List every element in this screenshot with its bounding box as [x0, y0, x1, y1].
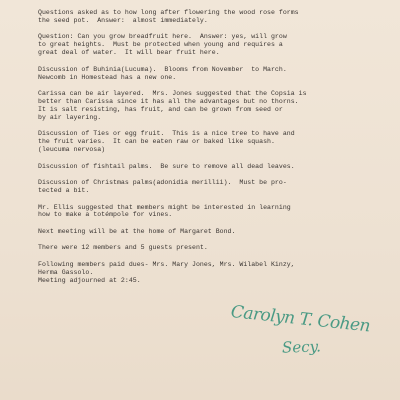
signature-block [229, 300, 382, 395]
minutes-paragraph [38, 90, 393, 122]
minutes-line: Discussion of Christmas palms(adonidia merillii). Must be pro- [38, 179, 287, 187]
minutes-paragraph [38, 244, 393, 252]
minutes-line: great deal of water. It will bear fruit here. [38, 49, 220, 57]
minutes-line: Next meeting will be at the home of Margaret Bond. [38, 227, 236, 235]
minutes-line: Questions asked as to how long after flowering the wood rose forms [38, 9, 299, 16]
minutes-line: Question: Can you grow breadfruit here. Answer: yes, will grow [38, 33, 287, 41]
minutes-line: Mr. Ellis suggested that members might be interested in learning [38, 203, 291, 211]
minutes-paragraph [38, 163, 393, 171]
minutes-paragraph [38, 228, 393, 236]
minutes-line: the fruit varies. It can be eaten raw or baked like squash. [38, 138, 275, 146]
minutes-line: Discussion of fishtail palms. Be sure to remove all dead leaves. [38, 162, 295, 170]
minutes-line: to great heights. Must be protected when young and requires a [38, 41, 283, 49]
minutes-line: tected a bit. [38, 187, 90, 195]
minutes-line: (leucuma nervosa) [38, 146, 106, 154]
minutes-paragraph [38, 204, 393, 220]
minutes-line: It is salt resisting, has fruit, and can be grown from seed or [38, 105, 283, 113]
minutes-text [38, 9, 393, 293]
minutes-paragraph [38, 33, 393, 57]
minutes-paragraph [38, 179, 393, 195]
minutes-paragraph [38, 130, 393, 154]
minutes-line: by air layering. [38, 113, 102, 121]
minutes-line: Discussion of Buhinia(Lucuma). Blooms from November to March. [38, 65, 287, 73]
minutes-line: Following members paid dues- Mrs. Mary Jones, Mrs. Wilabel Kinzy, [38, 260, 295, 268]
minutes-paragraph [38, 66, 393, 82]
minutes-paragraph [38, 9, 393, 25]
minutes-paragraph [38, 261, 393, 285]
minutes-line: Discussion of Ties or egg fruit. This is a nice tree to have and [38, 130, 295, 138]
minutes-line: Meeting adjourned at 2:45. [38, 276, 141, 284]
minutes-line: There were 12 members and 5 guests present. [38, 244, 208, 252]
minutes-line: how to make a totémpole for vines. [38, 211, 173, 219]
minutes-line: Herma Gassolo. [38, 268, 94, 276]
signature-name: Carolyn T. Cohen [229, 302, 371, 337]
minutes-line: Carissa can be air layered. Mrs. Jones suggested that the Copsia is [38, 90, 307, 98]
minutes-line: Newcomb in Homestead has a new one. [38, 73, 177, 81]
minutes-line: the seed pot. Answer: almost immediately. [38, 16, 208, 24]
signature-title: Secy. [281, 337, 322, 357]
minutes-line: better than Carissa since it has all the advantages but no thorns. [38, 98, 299, 106]
